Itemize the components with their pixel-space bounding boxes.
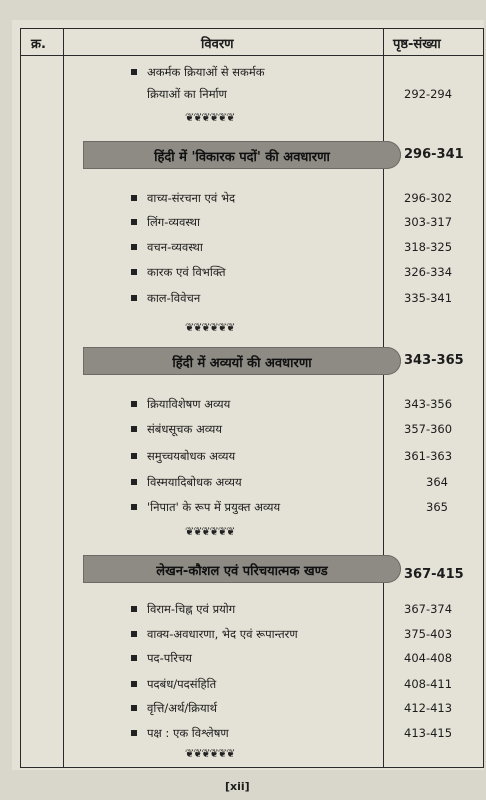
bullet-icon [131,681,137,687]
item-pages: 361-363 [404,449,453,463]
list-item [131,449,235,464]
header-description: विवरण [201,37,234,52]
item-label: विस्मयादिबोधक अव्यय [147,475,242,489]
section-pages: 367-415 [404,567,464,582]
section-title: हिंदी में अव्ययों की अवधारणा [172,356,312,371]
bullet-icon [131,244,137,250]
bullet-icon [131,219,137,225]
item-label: काल-विवेचन [147,291,201,305]
list-item [131,397,230,412]
section-title: हिंदी में 'विकारक पदों' की अवधारणा [154,150,330,165]
item-label: समुच्चयबोधक अव्यय [147,449,236,463]
list-item [131,475,242,490]
list-item [131,215,200,230]
ornament-divider: ❦❦❦❦❦❦ [185,321,235,334]
item-pages: 365 [426,500,448,514]
bullet-icon [131,453,137,459]
list-item [131,265,226,280]
bullet-icon [131,730,137,736]
list-item [131,240,203,255]
list-item [131,726,229,741]
bullet-icon [131,69,137,75]
item-pages: 408-411 [404,677,453,691]
item-pages: 303-317 [404,215,453,229]
list-item [131,701,217,716]
item-pages: 296-302 [404,191,453,205]
intro-pages: 292-294 [404,87,453,101]
bullet-icon [131,401,137,407]
section-heading-1 [83,141,401,169]
item-label: क्रियाविशेषण अव्यय [147,397,231,411]
list-item [131,291,200,306]
item-label: वाच्य-संरचना एवं भेद [147,191,236,205]
item-pages: 367-374 [404,602,453,616]
bullet-icon [131,631,137,637]
contents-table [20,28,484,768]
bullet-icon [131,479,137,485]
item-pages: 343-356 [404,397,453,411]
intro-label-1: अकर्मक क्रियाओं से सकर्मक [147,65,265,79]
page-number: [xii] [225,780,250,793]
section-title: लेखन-कौशल एवं परिचयात्मक खण्ड [156,564,328,579]
item-label: पदबंध/पदसंहिति [147,677,217,691]
bullet-icon [131,195,137,201]
column-divider [63,29,64,767]
header-serial: क्र. [31,37,46,52]
intro-entry-line2: क्रियाओं का निर्माण [147,87,227,101]
bullet-icon [131,426,137,432]
item-label: वृत्ति/अर्थ/क्रियार्थ [147,701,218,715]
ornament-divider: ❦❦❦❦❦❦ [185,747,235,760]
list-item [131,651,192,666]
item-label: कारक एवं विभक्ति [147,265,226,279]
item-label: 'निपात' के रूप में प्रयुक्त अव्यय [147,500,281,514]
bullet-icon [131,504,137,510]
item-pages: 364 [426,475,448,489]
item-pages: 357-360 [404,422,453,436]
section-pages: 296-341 [404,147,464,162]
list-item [131,602,235,617]
bullet-icon [131,295,137,301]
item-pages: 404-408 [404,651,453,665]
ornament-divider: ❦❦❦❦❦❦ [185,111,235,124]
list-item [131,500,280,515]
intro-entry-line1 [131,65,265,80]
item-label: विराम-चिह्न एवं प्रयोग [147,602,236,616]
item-label: लिंग-व्यवस्था [147,215,200,229]
item-label: पद-परिचय [147,651,192,665]
item-pages: 413-415 [404,726,453,740]
bullet-icon [131,606,137,612]
item-label: संबंधसूचक अव्यय [147,422,223,436]
list-item [131,191,235,206]
list-item [131,677,216,692]
item-pages: 326-334 [404,265,453,279]
bullet-icon [131,655,137,661]
column-divider [383,29,384,767]
item-pages: 375-403 [404,627,453,641]
section-heading-3 [83,555,401,583]
item-pages: 335-341 [404,291,453,305]
list-item [131,627,298,642]
header-pages: पृष्ठ-संख्या [393,37,441,52]
item-label: वाक्य-अवधारणा, भेद एवं रूपान्तरण [147,627,298,641]
list-item [131,422,222,437]
item-label: वचन-व्यवस्था [147,240,203,254]
section-pages: 343-365 [404,353,464,368]
bullet-icon [131,269,137,275]
bullet-icon [131,705,137,711]
section-heading-2 [83,347,401,375]
ornament-divider: ❦❦❦❦❦❦ [185,525,235,538]
item-label: पक्ष : एक विश्लेषण [147,726,229,740]
item-pages: 412-413 [404,701,453,715]
item-pages: 318-325 [404,240,453,254]
header-divider [21,55,483,56]
